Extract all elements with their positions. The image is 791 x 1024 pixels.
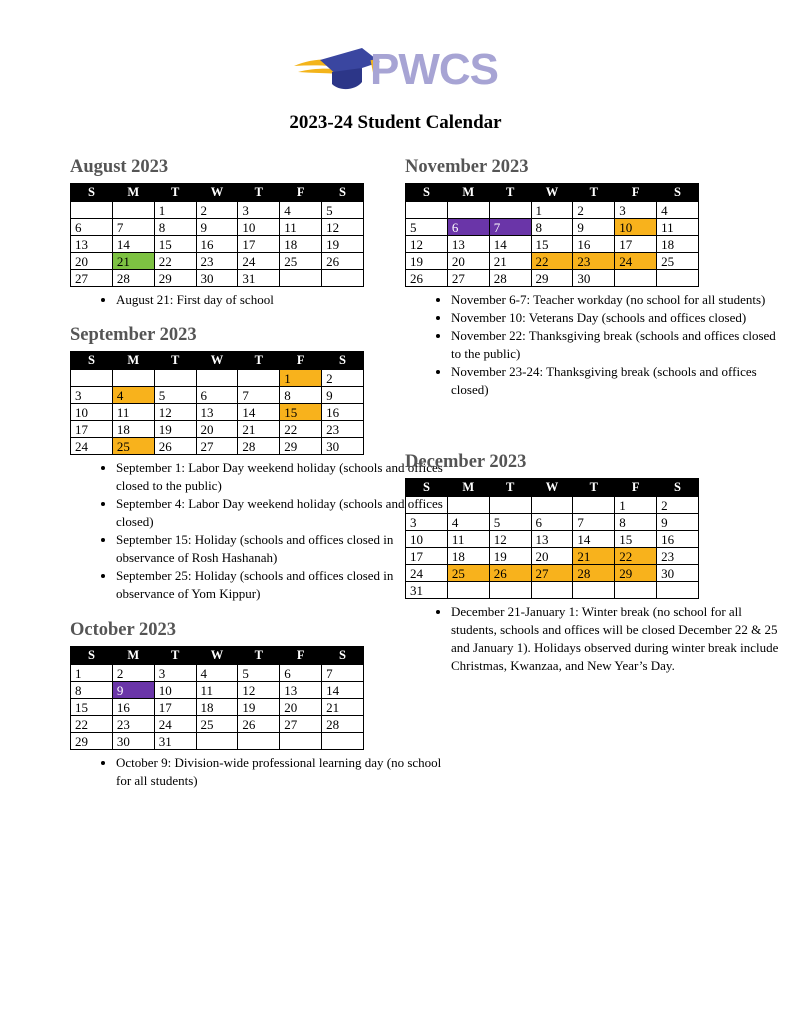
day-cell: 31	[238, 270, 280, 287]
day-cell: 24	[154, 716, 196, 733]
day-cell: 6	[196, 387, 238, 404]
day-cell: 17	[615, 236, 657, 253]
day-cell	[112, 202, 154, 219]
day-cell: 12	[154, 404, 196, 421]
week-row	[71, 716, 364, 733]
day-cell: 2	[573, 202, 615, 219]
day-cell: 16	[196, 236, 238, 253]
day-cell: 28	[489, 270, 531, 287]
weekday-header: M	[112, 352, 154, 370]
day-cell: 11	[280, 219, 322, 236]
weekday-header: T	[154, 647, 196, 665]
week-row	[71, 404, 364, 421]
day-cell: 29	[615, 565, 657, 582]
day-cell: 29	[280, 438, 322, 455]
day-cell	[196, 370, 238, 387]
day-cell: 29	[154, 270, 196, 287]
day-cell: 3	[406, 514, 448, 531]
day-cell: 12	[238, 682, 280, 699]
day-cell: 7	[489, 219, 531, 236]
day-cell: 23	[196, 253, 238, 270]
week-row	[71, 682, 364, 699]
day-cell: 24	[615, 253, 657, 270]
weekday-header: T	[154, 184, 196, 202]
note-item: • October 9: Division-wide professional learning day (no school for all students)	[116, 754, 456, 790]
weekday-header: W	[196, 184, 238, 202]
day-cell: 12	[322, 219, 364, 236]
calendar-table	[70, 183, 364, 287]
weekday-header: M	[112, 647, 154, 665]
weekday-header: S	[322, 647, 364, 665]
day-cell: 5	[154, 387, 196, 404]
weekday-header: T	[154, 352, 196, 370]
day-cell: 11	[196, 682, 238, 699]
page-title: 2023-24 Student Calendar	[289, 112, 502, 133]
day-cell: 14	[238, 404, 280, 421]
weekday-header: W	[531, 479, 573, 497]
day-cell: 25	[447, 565, 489, 582]
day-cell	[71, 370, 113, 387]
note-item: • November 6-7: Teacher workday (no school for all students)	[451, 291, 781, 309]
day-cell: 26	[489, 565, 531, 582]
weekday-header: M	[447, 479, 489, 497]
weekday-header: T	[489, 479, 531, 497]
day-cell: 9	[112, 682, 154, 699]
month-august	[70, 155, 446, 309]
day-cell	[615, 270, 657, 287]
week-row	[71, 387, 364, 404]
calendar-table	[405, 478, 699, 599]
day-cell	[238, 733, 280, 750]
day-cell: 8	[71, 682, 113, 699]
notes-list	[70, 754, 456, 790]
month-title: August 2023	[70, 157, 169, 177]
day-cell: 6	[71, 219, 113, 236]
day-cell: 9	[196, 219, 238, 236]
day-cell: 1	[615, 497, 657, 514]
calendar-table	[405, 183, 699, 287]
month-title: October 2023	[70, 620, 177, 640]
day-cell: 8	[615, 514, 657, 531]
week-row	[71, 202, 364, 219]
day-cell: 17	[406, 548, 448, 565]
day-cell: 2	[196, 202, 238, 219]
weekday-header: W	[531, 184, 573, 202]
week-row	[71, 438, 364, 455]
day-cell: 26	[406, 270, 448, 287]
day-cell: 1	[154, 202, 196, 219]
day-cell: 12	[406, 236, 448, 253]
day-cell: 30	[657, 565, 699, 582]
day-cell: 20	[196, 421, 238, 438]
day-cell: 28	[238, 438, 280, 455]
day-cell: 25	[280, 253, 322, 270]
day-cell: 22	[615, 548, 657, 565]
day-cell: 20	[71, 253, 113, 270]
day-cell	[489, 497, 531, 514]
day-cell	[280, 733, 322, 750]
day-cell: 22	[280, 421, 322, 438]
day-cell	[154, 370, 196, 387]
day-cell: 3	[154, 665, 196, 682]
week-row	[406, 270, 699, 287]
day-cell: 13	[447, 236, 489, 253]
day-cell: 7	[238, 387, 280, 404]
week-row	[71, 699, 364, 716]
day-cell: 18	[657, 236, 699, 253]
day-cell: 23	[657, 548, 699, 565]
day-cell: 16	[657, 531, 699, 548]
weekday-header: T	[489, 184, 531, 202]
note-item: • November 22: Thanksgiving break (schools and offices closed to the public)	[451, 327, 781, 363]
weekday-header: S	[322, 184, 364, 202]
week-row	[71, 270, 364, 287]
month-september	[70, 323, 446, 603]
day-cell	[196, 733, 238, 750]
day-cell: 16	[322, 404, 364, 421]
day-cell: 28	[112, 270, 154, 287]
day-cell	[406, 202, 448, 219]
day-cell: 12	[489, 531, 531, 548]
weekday-header: S	[406, 479, 448, 497]
day-cell	[531, 497, 573, 514]
day-cell	[489, 582, 531, 599]
day-cell: 6	[280, 665, 322, 682]
week-row	[406, 219, 699, 236]
day-cell: 27	[196, 438, 238, 455]
day-cell	[71, 202, 113, 219]
weekday-header: F	[615, 184, 657, 202]
day-cell: 18	[447, 548, 489, 565]
weekday-header: F	[280, 184, 322, 202]
day-cell: 1	[71, 665, 113, 682]
day-cell: 20	[280, 699, 322, 716]
note-item: • September 25: Holiday (schools and offices closed in observance of Yom Kippur)	[116, 567, 446, 603]
day-cell: 2	[657, 497, 699, 514]
month-october	[70, 618, 456, 790]
day-cell: 9	[322, 387, 364, 404]
day-cell: 22	[71, 716, 113, 733]
day-cell: 19	[238, 699, 280, 716]
day-cell: 1	[531, 202, 573, 219]
month-title: November 2023	[405, 157, 529, 177]
week-row	[71, 236, 364, 253]
calendar-table	[70, 646, 364, 750]
day-cell: 3	[71, 387, 113, 404]
day-cell	[112, 370, 154, 387]
week-row	[71, 421, 364, 438]
day-cell: 10	[154, 682, 196, 699]
weekday-header: S	[71, 184, 113, 202]
day-cell	[573, 497, 615, 514]
day-cell: 19	[406, 253, 448, 270]
day-cell: 27	[531, 565, 573, 582]
day-cell: 14	[112, 236, 154, 253]
weekday-header: S	[71, 647, 113, 665]
day-cell: 15	[154, 236, 196, 253]
week-row	[406, 497, 699, 514]
day-cell: 23	[322, 421, 364, 438]
week-row	[71, 733, 364, 750]
day-cell: 29	[531, 270, 573, 287]
day-cell: 15	[280, 404, 322, 421]
week-row	[406, 253, 699, 270]
day-cell: 5	[406, 219, 448, 236]
day-cell: 25	[112, 438, 154, 455]
calendar-table	[70, 351, 364, 455]
day-cell: 5	[489, 514, 531, 531]
weekday-header: W	[196, 647, 238, 665]
day-cell: 4	[112, 387, 154, 404]
weekday-header: T	[573, 184, 615, 202]
day-cell	[489, 202, 531, 219]
week-row	[406, 531, 699, 548]
day-cell: 9	[573, 219, 615, 236]
day-cell: 19	[489, 548, 531, 565]
note-item: • September 15: Holiday (schools and offices closed in observance of Rosh Hashanah)	[116, 531, 446, 567]
day-cell: 10	[238, 219, 280, 236]
day-cell: 21	[112, 253, 154, 270]
day-cell	[238, 370, 280, 387]
day-cell: 18	[112, 421, 154, 438]
day-cell: 14	[573, 531, 615, 548]
month-december	[405, 450, 781, 675]
month-november	[405, 155, 781, 399]
week-row	[406, 548, 699, 565]
day-cell: 13	[71, 236, 113, 253]
day-cell: 17	[154, 699, 196, 716]
day-cell: 22	[154, 253, 196, 270]
day-cell: 21	[489, 253, 531, 270]
day-cell: 5	[238, 665, 280, 682]
day-cell	[280, 270, 322, 287]
day-cell: 24	[238, 253, 280, 270]
weekday-header: S	[657, 184, 699, 202]
weekday-header: T	[238, 352, 280, 370]
pwcs-logo	[292, 44, 500, 96]
day-cell: 4	[280, 202, 322, 219]
day-cell: 31	[406, 582, 448, 599]
note-item: • December 21-January 1: Winter break (no school for all students, schools and offices will be closed December 22 & 25 and January 1). Holidays observed during winter break include Christmas, Kwanzaa, and New Year’s Day.	[451, 603, 781, 675]
day-cell: 6	[447, 219, 489, 236]
day-cell: 26	[238, 716, 280, 733]
day-cell: 18	[196, 699, 238, 716]
day-cell	[322, 733, 364, 750]
day-cell: 14	[489, 236, 531, 253]
day-cell: 4	[196, 665, 238, 682]
day-cell: 20	[531, 548, 573, 565]
month-title: September 2023	[70, 325, 197, 345]
day-cell: 9	[657, 514, 699, 531]
day-cell	[573, 582, 615, 599]
day-cell: 24	[71, 438, 113, 455]
day-cell: 8	[531, 219, 573, 236]
day-cell	[447, 582, 489, 599]
day-cell: 10	[615, 219, 657, 236]
day-cell: 7	[112, 219, 154, 236]
week-row	[406, 236, 699, 253]
day-cell: 4	[447, 514, 489, 531]
day-cell: 24	[406, 565, 448, 582]
day-cell: 25	[657, 253, 699, 270]
day-cell: 30	[322, 438, 364, 455]
day-cell: 16	[573, 236, 615, 253]
day-cell: 15	[615, 531, 657, 548]
day-cell: 8	[154, 219, 196, 236]
weekday-header: M	[447, 184, 489, 202]
day-cell: 20	[447, 253, 489, 270]
day-cell: 3	[238, 202, 280, 219]
note-item: • November 23-24: Thanksgiving break (schools and offices closed)	[451, 363, 781, 399]
day-cell: 27	[447, 270, 489, 287]
day-cell: 21	[238, 421, 280, 438]
day-cell: 13	[531, 531, 573, 548]
weekday-header: F	[280, 352, 322, 370]
week-row	[406, 202, 699, 219]
weekday-header: F	[280, 647, 322, 665]
day-cell	[406, 497, 448, 514]
note-item: • September 1: Labor Day weekend holiday (schools and offices closed to the public)	[116, 459, 446, 495]
week-row	[406, 582, 699, 599]
day-cell: 26	[154, 438, 196, 455]
day-cell	[447, 497, 489, 514]
day-cell: 22	[531, 253, 573, 270]
day-cell: 21	[573, 548, 615, 565]
day-cell: 3	[615, 202, 657, 219]
day-cell: 30	[573, 270, 615, 287]
day-cell	[447, 202, 489, 219]
day-cell: 5	[322, 202, 364, 219]
weekday-header: S	[71, 352, 113, 370]
day-cell: 2	[112, 665, 154, 682]
day-cell: 16	[112, 699, 154, 716]
day-cell: 4	[657, 202, 699, 219]
day-cell	[322, 270, 364, 287]
day-cell: 15	[71, 699, 113, 716]
week-row	[71, 253, 364, 270]
day-cell: 26	[322, 253, 364, 270]
week-row	[71, 370, 364, 387]
notes-list	[70, 291, 446, 309]
weekday-header: W	[196, 352, 238, 370]
graduation-cap-icon	[292, 44, 382, 96]
day-cell: 13	[196, 404, 238, 421]
weekday-header: S	[657, 479, 699, 497]
day-cell: 2	[322, 370, 364, 387]
day-cell: 27	[280, 716, 322, 733]
day-cell: 17	[71, 421, 113, 438]
note-item: • September 4: Labor Day weekend holiday (schools and offices closed)	[116, 495, 446, 531]
day-cell: 10	[406, 531, 448, 548]
week-row	[71, 219, 364, 236]
week-row	[406, 514, 699, 531]
day-cell: 18	[280, 236, 322, 253]
day-cell: 8	[280, 387, 322, 404]
day-cell: 17	[238, 236, 280, 253]
weekday-header: M	[112, 184, 154, 202]
day-cell	[657, 582, 699, 599]
month-title: December 2023	[405, 452, 527, 472]
day-cell: 19	[322, 236, 364, 253]
day-cell: 27	[71, 270, 113, 287]
day-cell	[531, 582, 573, 599]
week-row	[71, 665, 364, 682]
notes-list	[70, 459, 446, 603]
day-cell: 7	[322, 665, 364, 682]
day-cell: 15	[531, 236, 573, 253]
note-item: • November 10: Veterans Day (schools and offices closed)	[451, 309, 781, 327]
day-cell: 11	[112, 404, 154, 421]
day-cell: 31	[154, 733, 196, 750]
day-cell: 11	[657, 219, 699, 236]
day-cell: 11	[447, 531, 489, 548]
weekday-header: S	[406, 184, 448, 202]
day-cell: 14	[322, 682, 364, 699]
day-cell	[657, 270, 699, 287]
day-cell: 28	[573, 565, 615, 582]
logo-text: PWCS	[370, 45, 498, 94]
day-cell: 29	[71, 733, 113, 750]
weekday-header: T	[238, 647, 280, 665]
notes-list	[405, 603, 781, 675]
week-row	[406, 565, 699, 582]
day-cell: 6	[531, 514, 573, 531]
day-cell: 7	[573, 514, 615, 531]
notes-list	[405, 291, 781, 399]
day-cell: 13	[280, 682, 322, 699]
day-cell: 23	[573, 253, 615, 270]
day-cell: 10	[71, 404, 113, 421]
day-cell: 1	[280, 370, 322, 387]
day-cell: 30	[196, 270, 238, 287]
weekday-header: T	[573, 479, 615, 497]
day-cell: 25	[196, 716, 238, 733]
day-cell: 19	[154, 421, 196, 438]
day-cell: 28	[322, 716, 364, 733]
day-cell: 23	[112, 716, 154, 733]
weekday-header: T	[238, 184, 280, 202]
weekday-header: F	[615, 479, 657, 497]
day-cell	[615, 582, 657, 599]
day-cell: 30	[112, 733, 154, 750]
weekday-header: S	[322, 352, 364, 370]
day-cell: 21	[322, 699, 364, 716]
note-item: • August 21: First day of school	[116, 291, 446, 309]
